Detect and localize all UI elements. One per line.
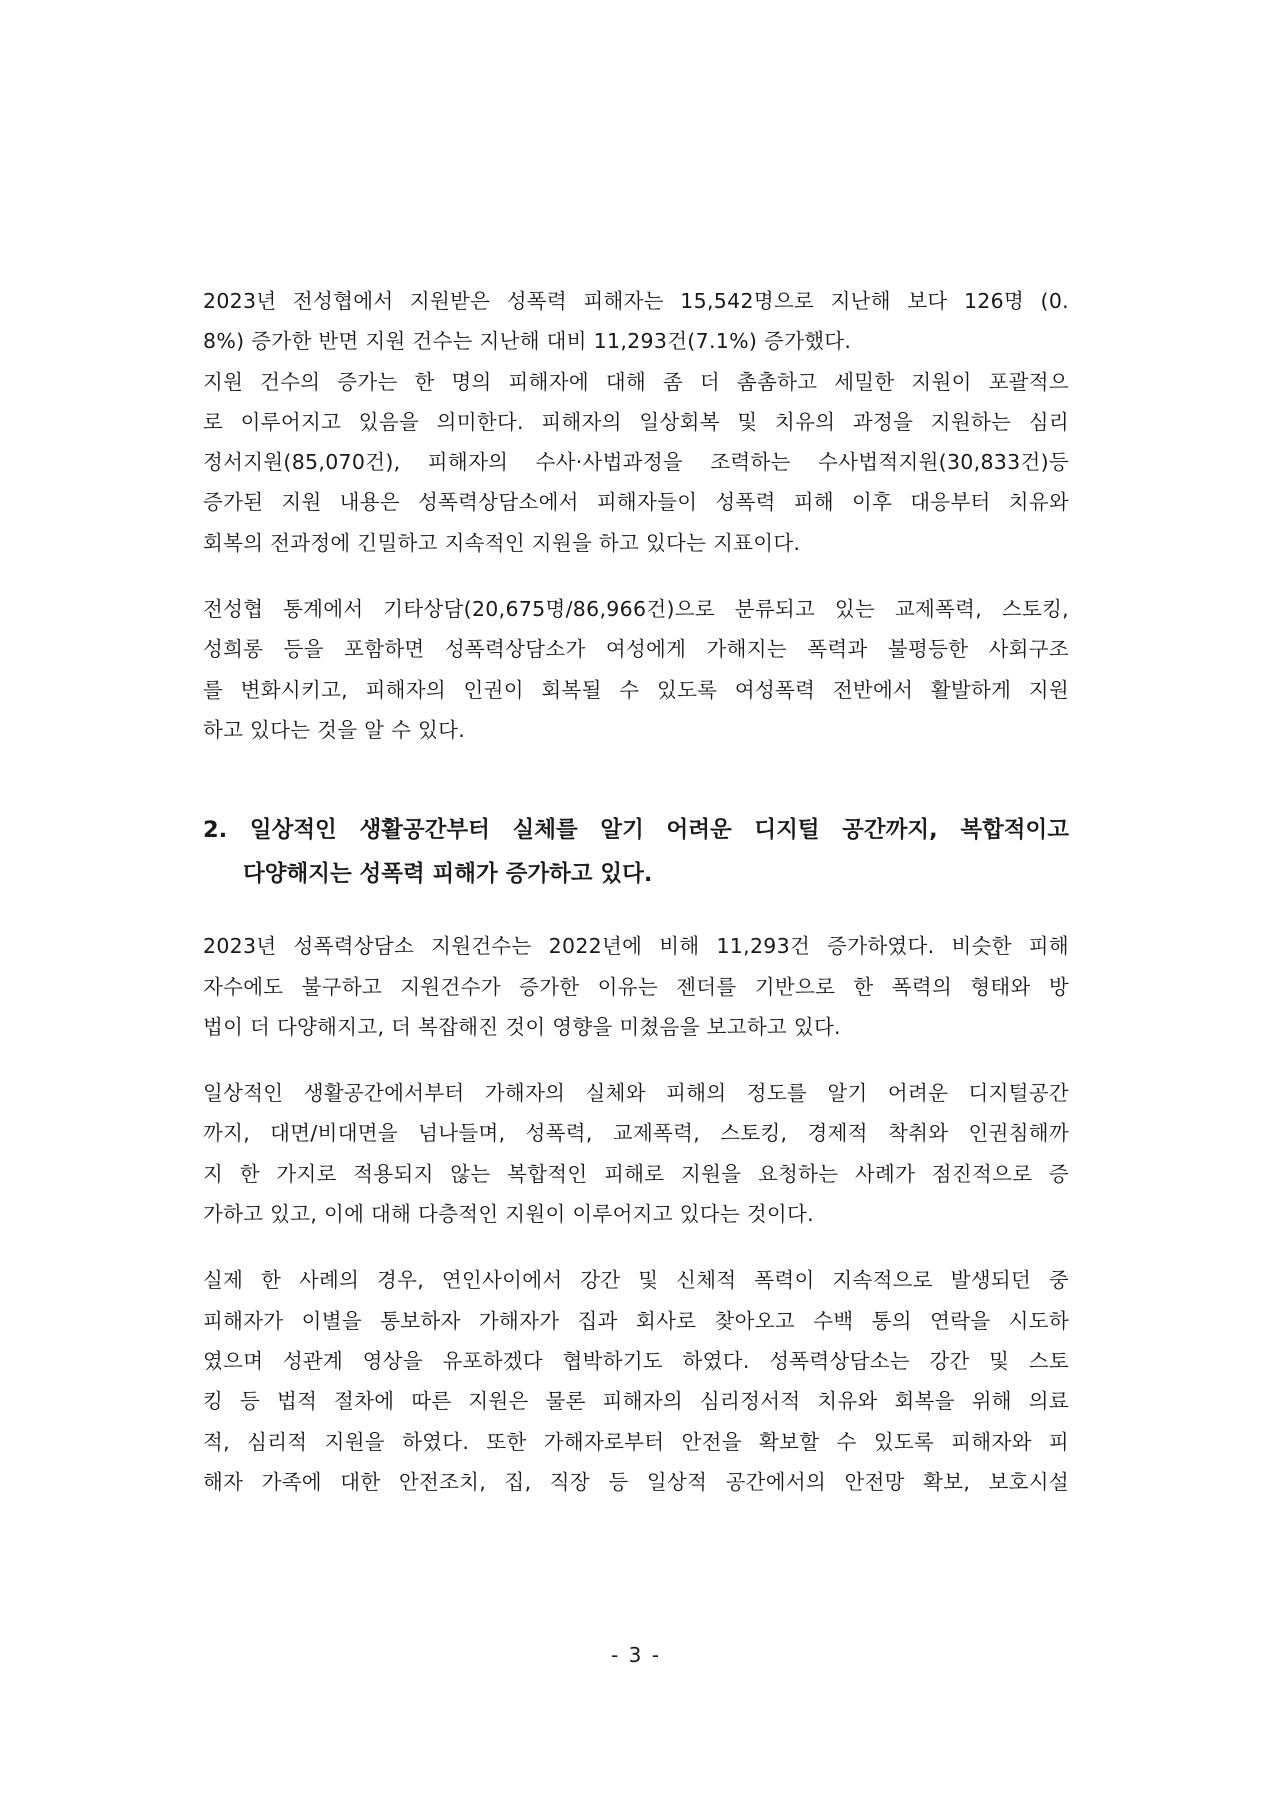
heading-line: 2. 일상적인 생활공간부터 실체를 알기 어려운 디지털 공간까지, 복합적이고 [203, 817, 1069, 844]
text-line: 까지, 대면/비대면을 넘나들며, 성폭력, 교제폭력, 스토킹, 경제적 착취와 인권침해까 [203, 1121, 1069, 1146]
paragraph-complex-harm [203, 1073, 1069, 1234]
text-line: 일상적인 생활공간에서부터 가해자의 실체와 피해의 정도를 알기 어려운 디지털공간 [203, 1081, 1069, 1106]
section-spacer [203, 896, 1069, 926]
section-heading [203, 808, 1069, 896]
text-line: 피해자가 이별을 통보하자 가해자가 집과 회사로 찾아오고 수백 통의 연락을 시도하 [203, 1308, 1069, 1333]
text-line: 지 한 가지로 적용되지 않는 복합적인 피해로 지원을 요청하는 사례가 점진적으로 증 [203, 1161, 1069, 1186]
text-line: 하고 있다는 것을 알 수 있다. [203, 717, 466, 742]
text-line: 였으며 성관계 영상을 유포하겠다 협박하기도 하였다. 성폭력상담소는 강간 및 스토 [203, 1348, 1069, 1373]
paragraph-case-example [203, 1260, 1069, 1502]
document-body [203, 281, 1069, 1502]
paragraph-spacer [203, 1047, 1069, 1073]
text-line: 자수에도 불구하고 지원건수가 증가한 이유는 젠더를 기반으로 한 폭력의 형태와 방 [203, 974, 1069, 999]
text-line: 가하고 있고, 이에 대해 다층적인 지원이 이루어지고 있다는 것이다. [203, 1202, 814, 1227]
paragraph-support-increase [203, 926, 1069, 1047]
text-line: 해자 가족에 대한 안전조치, 집, 직장 등 일상적 공간에서의 안전망 확보, 보호시설 [203, 1469, 1069, 1494]
text-line: 정서지원(85,070건), 피해자의 수사·사법과정을 조력하는 수사법적지원(30,833건)등 [203, 450, 1069, 475]
text-line: 증가된 지원 내용은 성폭력상담소에서 피해자들이 성폭력 피해 이후 대응부터 치유와 [203, 490, 1069, 515]
text-line: 실제 한 사례의 경우, 연인사이에서 강간 및 신체적 폭력이 지속적으로 발생되던 중 [203, 1268, 1069, 1293]
paragraph-spacer [203, 563, 1069, 589]
text-line: 지원 건수의 증가는 한 명의 피해자에 대해 좀 더 촘촘하고 세밀한 지원이 포괄적으 [203, 369, 1069, 394]
text-line: 적, 심리적 지원을 하였다. 또한 가해자로부터 안전을 확보할 수 있도록 피해자와 피 [203, 1429, 1069, 1454]
paragraph-support-statistics [203, 281, 1069, 563]
text-line: 로 이루어지고 있음을 의미한다. 피해자의 일상회복 및 치유의 과정을 지원하는 심리 [203, 409, 1069, 434]
page-number: - 3 - [611, 1643, 661, 1667]
text-line: 성희롱 등을 포함하면 성폭력상담소가 여성에게 가해지는 폭력과 불평등한 사회구조 [203, 637, 1069, 662]
text-line: 8%) 증가한 반면 지원 건수는 지난해 대비 11,293건(7.1%) 증가했다. [203, 329, 852, 354]
text-line: 법이 더 다양해지고, 더 복잡해진 것이 영향을 미쳤음을 보고하고 있다. [203, 1014, 841, 1039]
text-line: 킹 등 법적 절차에 따른 지원은 물론 피해자의 심리정서적 치유와 회복을 위해 의료 [203, 1389, 1069, 1414]
section-spacer [203, 750, 1069, 808]
heading-line: 다양해지는 성폭력 피해가 증가하고 있다. [243, 861, 653, 888]
text-line: 전성협 통계에서 기타상담(20,675명/86,966건)으로 분류되고 있는 교제폭력, 스토킹, [203, 597, 1069, 622]
text-line: 회복의 전과정에 긴밀하고 지속적인 지원을 하고 있다는 지표이다. [203, 530, 801, 555]
paragraph-other-counseling [203, 589, 1069, 750]
text-line: 2023년 전성협에서 지원받은 성폭력 피해자는 15,542명으로 지난해 보다 126명 (0. [203, 289, 1069, 313]
paragraph-spacer [203, 1234, 1069, 1260]
text-line: 2023년 성폭력상담소 지원건수는 2022년에 비해 11,293건 증가하였다. 비슷한 피해 [203, 934, 1069, 959]
text-line: 를 변화시키고, 피해자의 인권이 회복될 수 있도록 여성폭력 전반에서 활발하게 지원 [203, 677, 1069, 702]
